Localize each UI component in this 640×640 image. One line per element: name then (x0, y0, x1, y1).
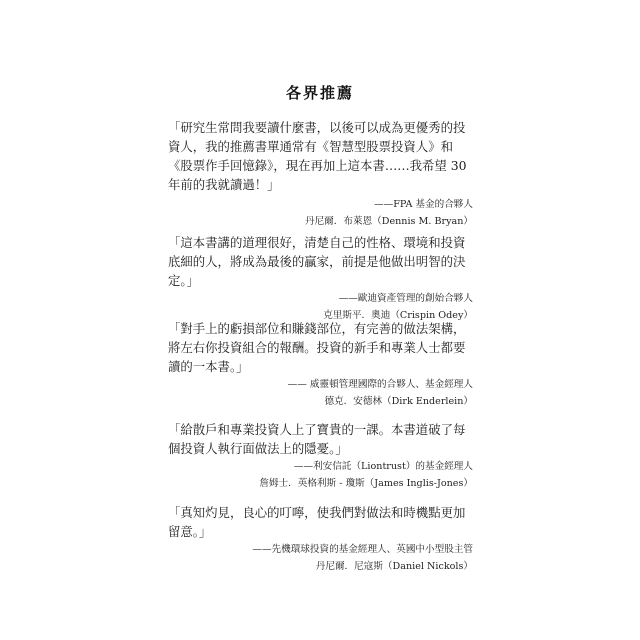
quote-text: 「這本書講的道理很好，清楚自己的性格、環境和投資底細的人，將成為最後的贏家，前提是他做出明智的決定。」 (168, 235, 466, 288)
attribution-name: 丹尼爾．布萊恩（Dennis M. Bryan） (305, 216, 473, 227)
attribution-name: 詹姆士．英格利斯 - 瓊斯（James Inglis-Jones） (259, 478, 473, 489)
recommendation-2 (168, 233, 473, 324)
recommendation-3 (168, 319, 473, 410)
quote-text: 「對手上的虧損部位和賺錢部位，有完善的做法架構，將左右你投資組合的報酬。投資的新手和專業人士都要讀的一本書。」 (168, 321, 466, 374)
attribution-role: ——利安信託（Liontrust）的基金經理人 (293, 461, 473, 472)
recommendation-1 (168, 118, 473, 230)
attribution-role: ——先機環球投資的基金經理人、英國中小型股主管 (252, 544, 473, 555)
page-title: 各界推薦 (285, 84, 354, 102)
attribution-role: —— 威靈頓管理國際的合夥人、基金經理人 (287, 379, 473, 390)
recommendation-4 (168, 420, 473, 492)
attribution-name: 克里斯平．奧迪（Crispin Odey） (323, 310, 473, 321)
attribution-name: 德克．安德林（Dirk Enderlein） (324, 396, 473, 407)
quote-text: 「給散戶和專業投資人上了寶貴的一課。本書道破了每個投資人執行面做法上的隱憂。」 (168, 422, 466, 456)
attribution-role: ——FPA 基金的合夥人 (374, 199, 473, 210)
attribution-role: ——歐迪資產管理的創始合夥人 (338, 293, 473, 304)
attribution-name: 丹尼爾．尼寇斯（Daniel Nickols） (315, 561, 473, 572)
quote-text: 「真知灼見，良心的叮嚀，使我們對做法和時機點更加留意。」 (168, 505, 466, 539)
quote-text: 「研究生常問我要讀什麼書，以後可以成為更優秀的投資人，我的推薦書單通常有《智慧型股票投資人》和《股票作手回憶錄》，現在再加上這本書……我希望 30 年前的我就讀過！」 (168, 120, 467, 192)
recommendation-5 (168, 503, 473, 575)
